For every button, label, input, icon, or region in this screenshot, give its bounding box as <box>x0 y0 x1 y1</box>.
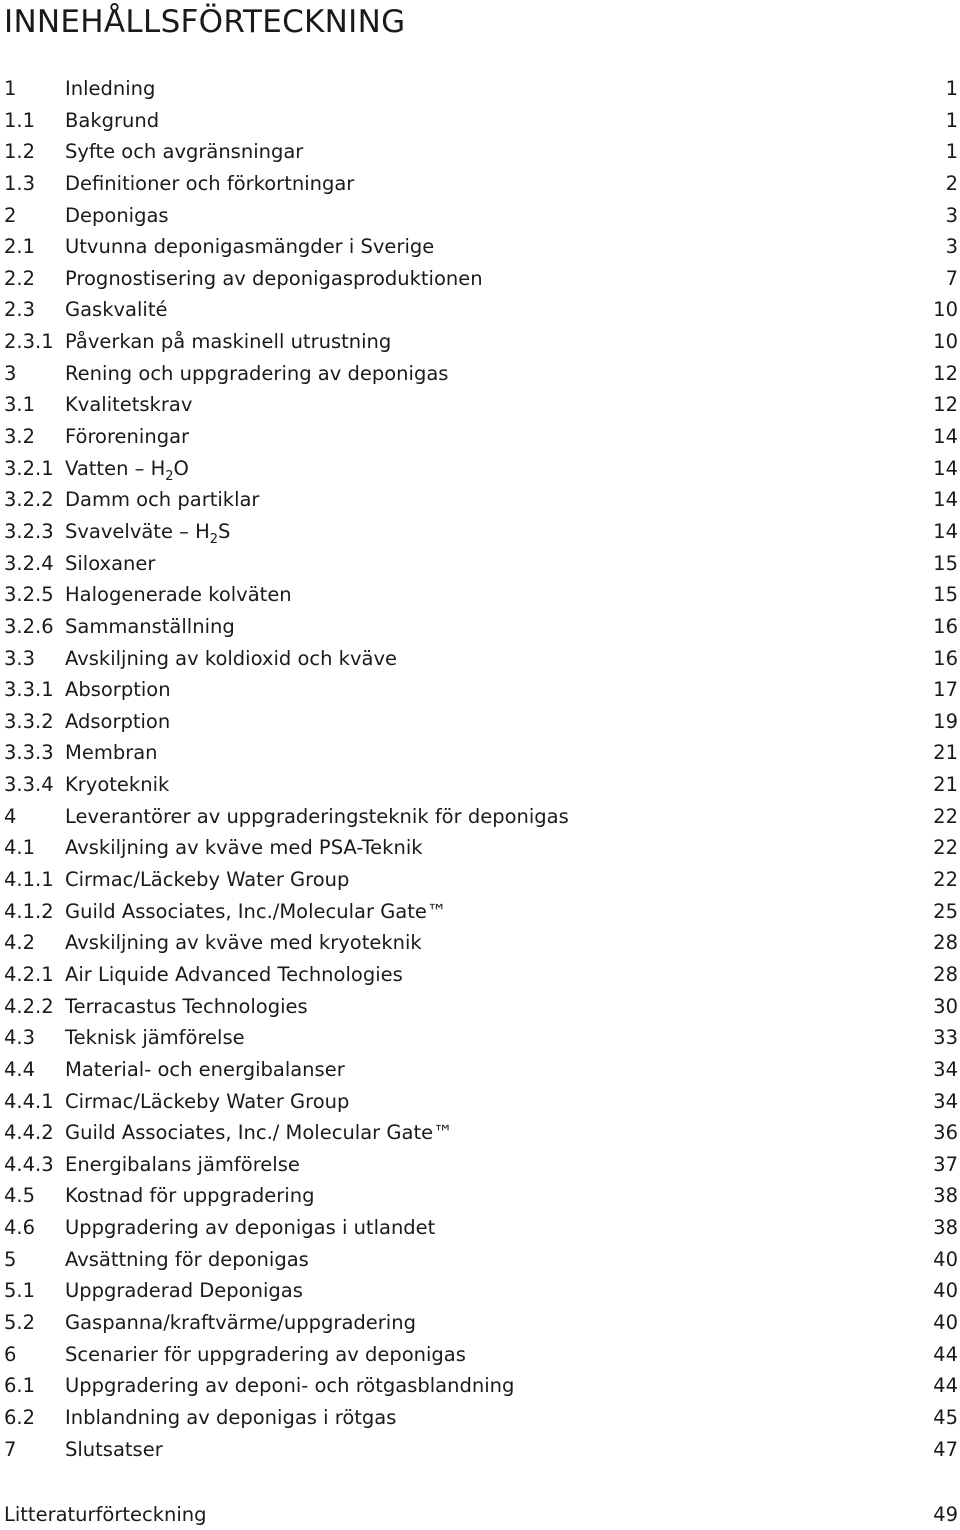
toc-entry[interactable] <box>0 1244 960 1276</box>
toc-entry[interactable] <box>0 1086 960 1118</box>
toc-entry-page: 3 <box>945 235 958 259</box>
toc-entry-title-suffix: S <box>218 519 231 543</box>
toc-entry-title: Gaskvalité <box>65 298 168 322</box>
toc-entry-number: 6.2 <box>4 1405 36 1429</box>
toc-entry-number: 1.3 <box>4 171 36 195</box>
toc-entry-page: 22 <box>933 804 958 828</box>
toc-entry-number: 2 <box>4 203 17 227</box>
toc-entry-number: 3.1 <box>4 393 36 417</box>
toc-entry-title: Cirmac/Läckeby Water Group <box>65 1089 350 1113</box>
toc-entry-page: 33 <box>933 1026 958 1050</box>
toc-entry-title: Litteraturförteckning <box>4 1503 207 1526</box>
toc-entry[interactable] <box>0 200 960 232</box>
toc-entry[interactable] <box>0 1370 960 1402</box>
toc-entry-page: 19 <box>933 709 958 733</box>
toc-entry-title: Cirmac/Läckeby Water Group <box>65 868 350 892</box>
toc-entry-title: Avskiljning av kväve med kryoteknik <box>65 931 422 955</box>
toc-entry-page: 17 <box>933 678 958 702</box>
toc-entry-number: 7 <box>4 1437 17 1461</box>
toc-entry-page: 7 <box>945 266 958 290</box>
toc-entry-title <box>65 453 189 485</box>
page-title: INNEHÅLLSFÖRTECKNING <box>4 4 406 40</box>
toc-entry-title-suffix: O <box>173 456 189 480</box>
toc-entry-page: 14 <box>933 519 958 543</box>
toc-entry-number: 3.3.2 <box>4 709 54 733</box>
toc-entry-number: 4.6 <box>4 1216 36 1240</box>
toc-entry-title: Inledning <box>65 77 156 100</box>
toc-entry[interactable] <box>0 1149 960 1181</box>
toc-entry-number: 2.3 <box>4 298 36 322</box>
toc-entry[interactable] <box>0 1054 960 1086</box>
toc-entry-number: 5 <box>4 1247 17 1271</box>
toc-entry-title: Leverantörer av uppgraderingsteknik för deponigas <box>65 804 569 828</box>
toc-entry-page: 12 <box>933 393 958 417</box>
toc-entry[interactable] <box>0 1180 960 1212</box>
toc-entry-title: Siloxaner <box>65 551 156 575</box>
toc-entry-page: 2 <box>945 171 958 195</box>
toc-entry-number: 3 <box>4 361 17 385</box>
toc-entry-title: Uppgradering av deponigas i utlandet <box>65 1216 436 1240</box>
toc-entry-page: 12 <box>933 361 958 385</box>
toc-entry[interactable] <box>0 896 960 928</box>
toc-entry[interactable] <box>0 737 960 769</box>
toc-entry-number: 3.2.5 <box>4 583 54 607</box>
toc-entry-number: 3.2.6 <box>4 614 54 638</box>
toc-entry[interactable] <box>0 959 960 991</box>
toc-entry[interactable] <box>0 674 960 706</box>
toc-entry-title-subscript: 2 <box>165 468 174 484</box>
toc-entry-title: Definitioner och förkortningar <box>65 171 355 195</box>
toc-entry-page: 28 <box>933 931 958 955</box>
toc-entry-title: Prognostisering av deponigasproduktionen <box>65 266 483 290</box>
toc-entry-number: 4.4.1 <box>4 1089 54 1113</box>
toc-entry[interactable] <box>0 1212 960 1244</box>
toc-entry-page: 38 <box>933 1216 958 1240</box>
toc-entry-page: 10 <box>933 298 958 322</box>
toc-entry-page: 30 <box>933 994 958 1018</box>
toc-entry-number: 4.2.2 <box>4 994 54 1018</box>
toc-entry-title: Inblandning av deponigas i rötgas <box>65 1405 397 1429</box>
toc-entry-title: Kostnad för uppgradering <box>65 1184 315 1208</box>
toc-entry-number: 3.2 <box>4 425 36 449</box>
toc-entry-number: 5.2 <box>4 1310 36 1334</box>
toc-entry-title: Kryoteknik <box>65 773 170 797</box>
toc-entry-title: Teknisk jämförelse <box>65 1026 245 1050</box>
toc-entry-page: 44 <box>933 1374 958 1398</box>
toc-entry-page: 25 <box>933 899 958 923</box>
toc-list <box>0 73 960 1465</box>
toc-entry-title: Material- och energibalanser <box>65 1057 345 1081</box>
toc-entry[interactable] <box>0 579 960 611</box>
toc-entry-title: Halogenerade kolväten <box>65 583 292 607</box>
toc-entry-page: 47 <box>933 1437 958 1461</box>
toc-entry-title: Avskiljning av kväve med PSA-Teknik <box>65 836 423 860</box>
toc-entry-title: Guild Associates, Inc./ Molecular Gate™ <box>65 1121 453 1145</box>
toc-entry-page: 36 <box>933 1121 958 1145</box>
toc-entry-number: 4.4 <box>4 1057 36 1081</box>
toc-entry-number: 6.1 <box>4 1374 36 1398</box>
toc-entry-page: 38 <box>933 1184 958 1208</box>
toc-entry-title: Kvalitetskrav <box>65 393 193 417</box>
toc-entry[interactable] <box>0 991 960 1023</box>
toc-entry-title: Uppgradering av deponi- och rötgasblandning <box>65 1374 515 1398</box>
toc-entry-title-main: Vatten – H <box>65 456 166 480</box>
toc-entry-number: 3.2.1 <box>4 456 54 480</box>
toc-entry-page: 45 <box>933 1405 958 1429</box>
toc-entry-title: Gaspanna/kraftvärme/uppgradering <box>65 1310 416 1334</box>
toc-entry-page: 21 <box>933 741 958 765</box>
toc-entry-page: 14 <box>933 456 958 480</box>
toc-entry[interactable] <box>0 73 960 105</box>
toc-entry-page: 40 <box>933 1279 958 1303</box>
toc-entry[interactable] <box>0 832 960 864</box>
toc-entry-number: 1.1 <box>4 108 36 132</box>
toc-entry[interactable] <box>0 326 960 358</box>
toc-entry[interactable] <box>0 421 960 453</box>
toc-entry[interactable] <box>0 1275 960 1307</box>
toc-entry[interactable] <box>0 1402 960 1434</box>
toc-entry-title: Utvunna deponigasmängder i Sverige <box>65 235 435 259</box>
toc-entry-number: 4 <box>4 804 17 828</box>
toc-entry-page: 49 <box>933 1503 958 1526</box>
toc-entry-title: Energibalans jämförelse <box>65 1152 300 1176</box>
toc-entry-page: 15 <box>933 583 958 607</box>
toc-entry-title: Uppgraderad Deponigas <box>65 1279 303 1303</box>
toc-entry-number: 6 <box>4 1342 17 1366</box>
toc-entry-page: 1 <box>945 77 958 100</box>
toc-entry-title: Deponigas <box>65 203 169 227</box>
toc-entry-title: Avskiljning av koldioxid och kväve <box>65 646 397 670</box>
toc-entry-page: 15 <box>933 551 958 575</box>
toc-entry-page: 10 <box>933 330 958 354</box>
toc-entry[interactable] <box>0 136 960 168</box>
toc-entry[interactable] <box>0 389 960 421</box>
toc-entry-title: Air Liquide Advanced Technologies <box>65 962 403 986</box>
toc-entry[interactable] <box>0 516 960 548</box>
toc-entry[interactable] <box>0 358 960 390</box>
toc-entry-title: Avsättning för deponigas <box>65 1247 309 1271</box>
toc-entry-title: Terracastus Technologies <box>65 994 308 1018</box>
toc-entry-page: 22 <box>933 868 958 892</box>
toc-entry[interactable] <box>0 1022 960 1054</box>
toc-entry-title: Slutsatser <box>65 1437 163 1461</box>
toc-entry-page: 34 <box>933 1057 958 1081</box>
toc-entry-title: Absorption <box>65 678 171 702</box>
toc-entry-title: Adsorption <box>65 709 171 733</box>
toc-entry-number: 2.3.1 <box>4 330 54 354</box>
toc-entry-number: 4.1.2 <box>4 899 54 923</box>
toc-entry-title-subscript: 2 <box>209 531 219 547</box>
toc-entry-number: 2.2 <box>4 266 36 290</box>
toc-entry-title <box>65 516 230 548</box>
toc-entry-number: 3.2.3 <box>4 519 54 543</box>
toc-entry-number: 4.4.3 <box>4 1152 54 1176</box>
toc-entry-page: 40 <box>933 1310 958 1334</box>
toc-entry-number: 3.3.4 <box>4 773 54 797</box>
toc-entry-page: 1 <box>945 108 958 132</box>
toc-entry-number: 3.3.3 <box>4 741 54 765</box>
toc-entry-number: 4.3 <box>4 1026 36 1050</box>
toc-entry[interactable] <box>0 769 960 801</box>
toc-entry-page: 22 <box>933 836 958 860</box>
toc-entry[interactable] <box>0 643 960 675</box>
toc-entry-title: Bakgrund <box>65 108 160 132</box>
toc-entry[interactable] <box>0 484 960 516</box>
toc-entry-page: 37 <box>933 1152 958 1176</box>
toc-entry-page: 1 <box>945 140 958 164</box>
toc-entry-title: Föroreningar <box>65 425 190 449</box>
toc-entry[interactable] <box>0 105 960 137</box>
toc-entry[interactable] <box>0 168 960 200</box>
toc-entry[interactable] <box>0 453 960 485</box>
toc-entry[interactable] <box>0 263 960 295</box>
toc-entry-title: Påverkan på maskinell utrustning <box>65 330 392 354</box>
toc-entry-number: 4.4.2 <box>4 1121 54 1145</box>
toc-entry[interactable] <box>0 1339 960 1371</box>
toc-entry-title: Guild Associates, Inc./Molecular Gate™ <box>65 899 447 923</box>
toc-entry-number: 3.3 <box>4 646 36 670</box>
toc-entry-page: 16 <box>933 646 958 670</box>
toc-entry-number: 4.1.1 <box>4 868 54 892</box>
toc-entry-page: 34 <box>933 1089 958 1113</box>
toc-entry-number: 4.5 <box>4 1184 36 1208</box>
toc-entry-title: Damm och partiklar <box>65 488 260 512</box>
toc-entry-number: 3.3.1 <box>4 678 54 702</box>
toc-entry[interactable] <box>0 1434 960 1466</box>
toc-entry[interactable] <box>0 548 960 580</box>
toc-entry[interactable] <box>0 801 960 833</box>
toc-entry-page: 16 <box>933 614 958 638</box>
toc-entry-number: 1 <box>4 77 17 100</box>
toc-entry-bibliography[interactable] <box>0 1499 960 1530</box>
toc-entry[interactable] <box>0 706 960 738</box>
toc-entry-number: 4.1 <box>4 836 36 860</box>
toc-entry-number: 4.2.1 <box>4 962 54 986</box>
toc-entry-title: Sammanställning <box>65 614 235 638</box>
toc-entry-page: 40 <box>933 1247 958 1271</box>
toc-entry-number: 4.2 <box>4 931 36 955</box>
toc-entry-title: Scenarier för uppgradering av deponigas <box>65 1342 466 1366</box>
toc-entry-title-main: Svavelväte – H <box>65 519 210 543</box>
toc-entry[interactable] <box>0 864 960 896</box>
toc-entry-page: 21 <box>933 773 958 797</box>
toc-entry-number: 3.2.2 <box>4 488 54 512</box>
toc-entry-page: 44 <box>933 1342 958 1366</box>
toc-entry-page: 14 <box>933 425 958 449</box>
toc-entry[interactable] <box>0 294 960 326</box>
toc-entry-title: Syfte och avgränsningar <box>65 140 304 164</box>
toc-entry-number: 3.2.4 <box>4 551 54 575</box>
toc-entry-number: 5.1 <box>4 1279 36 1303</box>
toc-entry-number: 2.1 <box>4 235 36 259</box>
toc-entry[interactable] <box>0 1307 960 1339</box>
toc-entry-page: 14 <box>933 488 958 512</box>
toc-entry[interactable] <box>0 1117 960 1149</box>
toc-entry-number: 1.2 <box>4 140 36 164</box>
toc-entry-title: Rening och uppgradering av deponigas <box>65 361 449 385</box>
toc-entry[interactable] <box>0 927 960 959</box>
toc-entry-page: 3 <box>945 203 958 227</box>
toc-entry-title: Membran <box>65 741 158 765</box>
toc-entry-page: 28 <box>933 962 958 986</box>
toc-entry[interactable] <box>0 611 960 643</box>
toc-entry[interactable] <box>0 231 960 263</box>
